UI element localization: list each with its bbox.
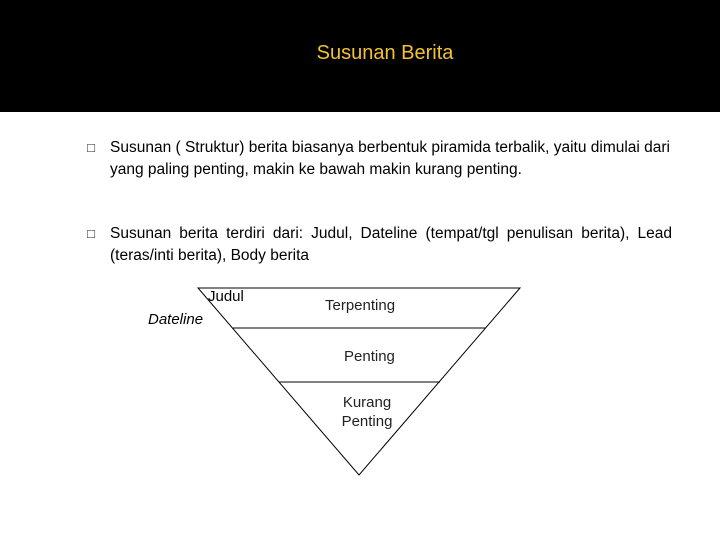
level-terpenting: Terpenting	[325, 297, 396, 314]
level-kurang-penting	[332, 393, 402, 431]
checkbox-bullet-icon: □	[87, 226, 95, 241]
level-penting: Penting	[344, 348, 395, 365]
level-kurang-line2: Penting	[341, 413, 393, 430]
dateline-label: Dateline	[148, 311, 204, 328]
judul-label: Judul	[208, 288, 244, 305]
bullet-text: Susunan berita terdiri dari: Judul, Dateline (tempat/tgl penulisan berita), Lead (teras/inti berita), Body berita	[110, 225, 672, 264]
bullet-text: Susunan ( Struktur) berita biasanya berbentuk piramida terbalik, yaitu dimulai dari yang paling penting, makin ke bawah makin kurang penting.	[110, 139, 671, 178]
checkbox-bullet-icon: □	[87, 140, 95, 155]
level-kurang-line1: Kurang	[342, 394, 392, 411]
slide-title: Susunan Berita	[316, 42, 454, 64]
